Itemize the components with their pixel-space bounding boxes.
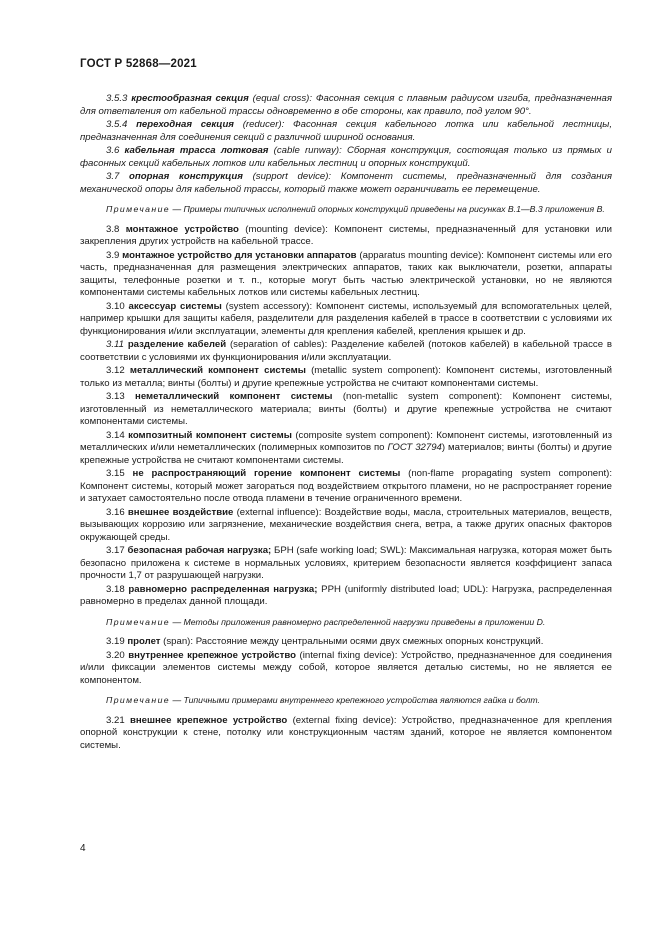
definition-paragraph — [80, 507, 612, 545]
definition-paragraph — [80, 650, 612, 688]
definition-text: (internal fixing device): Устройство, предназначенное для соединения и/или фиксации элементов системы между собой, которое является деталью системы, но не является ее компонентом. — [80, 649, 613, 686]
definition-text: (external influence): Воздействие воды, масла, строительных материалов, веществ, вызывающих коррозию или загрязнение, механические воздействия снега, ветра, а также других опасных факторов окружающей среды. — [80, 506, 612, 543]
note-label: Примечание — [106, 204, 171, 214]
term-name: монтажное устройство — [125, 223, 239, 235]
term-name: внешнее воздействие — [127, 506, 234, 518]
term-name: опорная конструкция — [129, 171, 243, 182]
document-header: ГОСТ Р 52868—2021 — [80, 58, 197, 70]
definition-paragraph — [80, 468, 612, 506]
term-name: неметаллический компонент системы — [135, 391, 333, 403]
definition-text: (metallic system component): Компонент системы, изготовленный только из металла; винты (болты) и другие крепежные устройства не считают компонентами системы. — [80, 365, 612, 389]
term-name: безопасная рабочая нагрузка; — [127, 545, 272, 557]
definition-text: (separation of cables): Разделение кабелей (потоков кабелей) в кабельной трассе в соответствии с условиями их функционирования и/или эксплуатации. — [80, 339, 612, 363]
note-text: — Методы приложения равномерно распределенной нагрузки приведены в приложении D. — [170, 616, 546, 627]
clause-number: 3.10 — [106, 300, 129, 312]
definition-text: (composite system component): Компонент системы, изготовленный из металлических и/или неметаллических (полимерных композитов по — [80, 429, 613, 454]
term-name: аксессуар системы — [128, 300, 222, 312]
term-name: металлический компонент системы — [129, 365, 306, 377]
note-label: Примечание — [106, 616, 171, 627]
definition-text: (reducer): Фасонная секция кабельного лотка или кабельной лестницы, предназначенная для соединения секций с различной шириной основания. — [80, 119, 612, 143]
term-name: кабельная трасса лотковая — [124, 145, 269, 156]
note-text: — Типичными примерами внутреннего крепежного устройства являются гайка и болт. — [170, 695, 540, 706]
definition-text: (equal cross): Фасонная секция с плавным радиусом изгиба, предназначенная для ответвления от кабельной трассы одновременно в обе стороны, как правило, под углом 90°. — [80, 93, 612, 117]
definition-paragraph — [80, 715, 612, 753]
term-name: переходная секция — [136, 119, 234, 130]
term-name: внешнее крепежное устройство — [129, 714, 288, 726]
clause-number: 3.12 — [106, 365, 130, 377]
definition-paragraph — [80, 119, 612, 144]
definition-text: (apparatus mounting device): Компонент системы или его часть, предназначенная для размещения электрических аппаратов, таких как выключатели, розетки, аппараты защиты, телефонные розетки и т. п., которые могут быть частью электрической установки, но не являются компонентами системы кабельных лотков или системы кабельных лестниц. — [80, 249, 612, 299]
clause-number: 3.15 — [106, 468, 133, 480]
note-label: Примечание — [106, 695, 171, 706]
clause-number: 3.17 — [106, 545, 128, 557]
clause-number: 3.5.4 — [106, 119, 137, 130]
clause-number: 3.21 — [106, 714, 130, 726]
clause-number: 3.20 — [106, 649, 129, 661]
definition-text: (non-flame propagating system component): Компонент системы, который может загораться под воздействием открытого пламени, но не распространяет горение и затухает самостоятельно после отвода пламени в течение ограниченного времени. — [80, 468, 612, 505]
clause-number: 3.16 — [106, 506, 128, 518]
definition-text: РРН (uniformly distributed load; UDL): Нагрузка, распределенная равномерно в пределах данной площади. — [80, 583, 613, 608]
clause-number: 3.7 — [106, 171, 130, 182]
definition-text: (cable runway): Сборная конструкция, состоящая только из прямых и фасонных секций кабельных лотков или кабельных лестниц и опорных конструкций. — [80, 145, 613, 169]
clause-number: 3.9 — [106, 249, 123, 261]
definition-paragraph — [80, 224, 612, 249]
definition-text: ) материалов; винты (болты) и другие крепежные устройства не считают компонентами системы. — [80, 442, 612, 466]
note-paragraph — [80, 617, 612, 629]
definition-paragraph — [80, 250, 612, 300]
definition-text: (mounting device): Компонент системы, предназначенный для установки или закрепления других устройств на кабельной трассе. — [80, 223, 612, 248]
definition-paragraph — [80, 339, 612, 364]
definition-paragraph — [80, 636, 612, 649]
term-name: пролет — [127, 636, 161, 648]
standard-reference: ГОСТ 32794 — [387, 442, 442, 454]
definition-text: (support device): Компонент системы, предназначенный для создания механической опоры для кабельной трассы, который также может ограничивать ее перемещение. — [80, 171, 612, 195]
definition-paragraph — [80, 430, 612, 468]
clause-number: 3.5.3 — [106, 93, 132, 104]
definition-text: (system accessory): Компонент системы, используемый для вспомогательных целей, например крышки для защиты кабеля, разделители для разделения кабелей в трассе в соответствии с условиями их функционирования и/или эксплуатации, элементы для крепления кабелей, крепления крышек и др. — [80, 300, 612, 337]
note-paragraph — [80, 204, 612, 216]
definition-paragraph — [80, 365, 612, 390]
clause-number: 3.6 — [106, 145, 125, 156]
definition-paragraph — [80, 145, 612, 170]
term-name: крестообразная секция — [131, 93, 249, 104]
definition-text: (span): Расстояние между центральными осями двух смежных опорных конструкций. — [160, 636, 544, 648]
term-name: разделение кабелей — [127, 339, 227, 351]
term-name: композитный компонент системы — [128, 429, 292, 441]
term-name: монтажное устройство для установки аппаратов — [122, 249, 357, 261]
clause-number: 3.13 — [106, 391, 136, 403]
definition-paragraph — [80, 584, 612, 609]
clause-number: 3.18 — [106, 583, 129, 595]
definition-paragraph — [80, 93, 612, 118]
clause-number: 3.11 — [106, 339, 128, 351]
term-name: равномерно распределенная нагрузка; — [128, 583, 318, 595]
definition-paragraph — [80, 171, 612, 196]
definition-paragraph — [80, 391, 612, 429]
definition-paragraph — [80, 545, 612, 583]
clause-number: 3.8 — [106, 223, 126, 235]
clause-number: 3.19 — [106, 636, 128, 648]
definition-text: БРН (safe working load; SWL): Максимальная нагрузка, которая может быть безопасно приложена к системе в нормальных условиях, критерием безопасности является коэффициент запаса прочности 1,7 от разрушающей нагрузки. — [80, 545, 612, 582]
term-name: не распространяющий горение компонент системы — [132, 468, 401, 480]
clause-number: 3.14 — [106, 429, 129, 441]
note-paragraph — [80, 695, 612, 707]
definition-text: (non-metallic system component): Компонент системы, изготовленный из неметаллического материала; винты (болты) и другие крепежные устройства не считают компонентами системы. — [80, 391, 613, 428]
page-number: 4 — [80, 843, 86, 854]
document-body — [80, 93, 612, 752]
definition-text: (external fixing device): Устройство, предназначенное для крепления опорной конструкции к стене, потолку или конструкционным частям зданий, которое не является компонентом системы. — [80, 714, 613, 751]
definition-paragraph — [80, 301, 612, 339]
term-name: внутреннее крепежное устройство — [128, 649, 296, 661]
note-text: — Примеры типичных исполнений опорных конструкций приведены на рисунках В.1—В.3 приложения В. — [170, 204, 605, 214]
